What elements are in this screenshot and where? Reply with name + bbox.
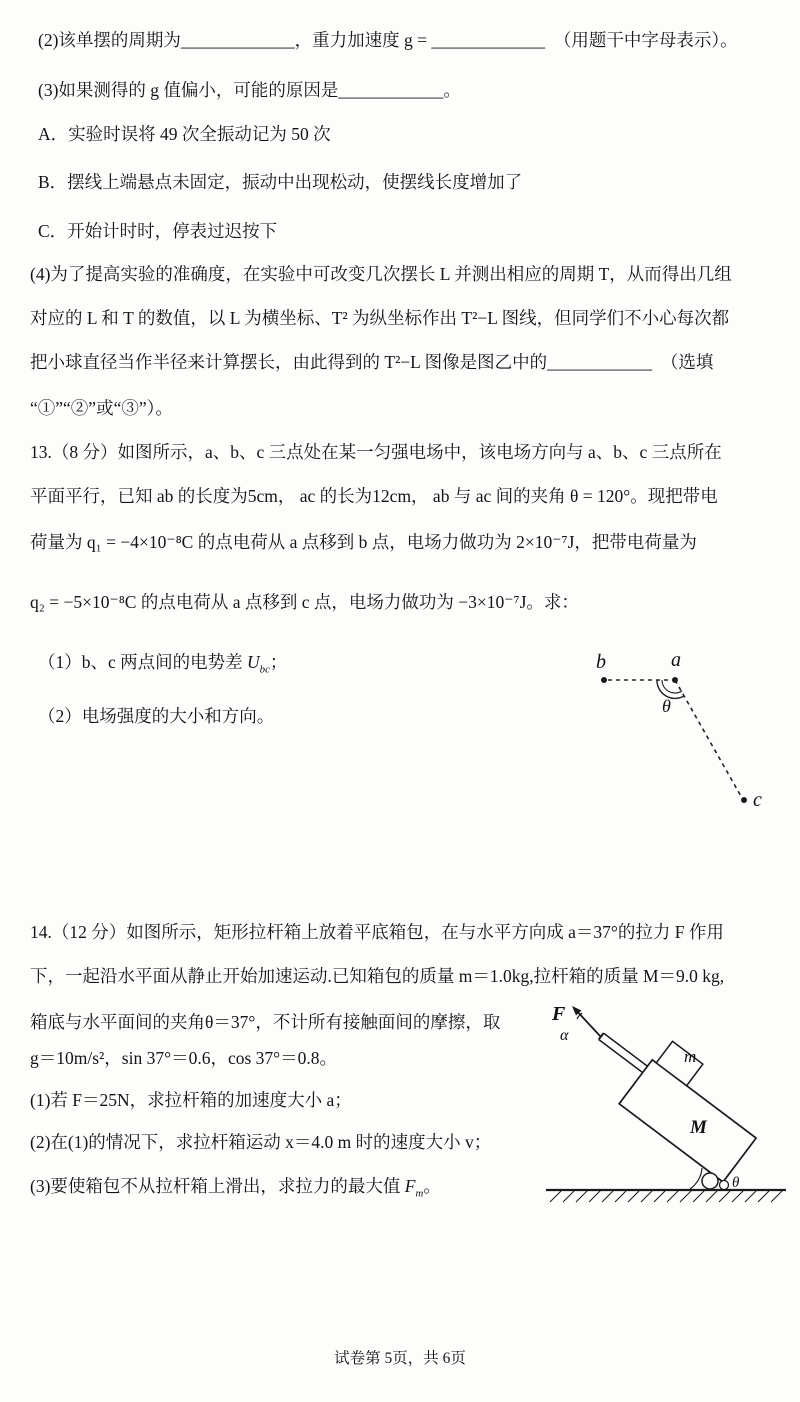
point-a-dot bbox=[672, 677, 678, 683]
q14-sub3-text: (3)要使箱包不从拉杆箱上滑出，求拉力的最大值 bbox=[30, 1176, 405, 1196]
q13-line-3: 荷量为 q₁ = −4×10⁻⁸C 的点电荷从 a 点移到 b 点，电场力做功为 2×10⁻⁷J，把带电荷量为 bbox=[30, 532, 697, 552]
q12-part4-line-3: 把小球直径当作半径来计算摆长，由此得到的 T²−L 图像是图乙中的____________ （选填 bbox=[30, 352, 714, 372]
wheel-small bbox=[720, 1181, 729, 1190]
q12-option-c: C．开始计时时，停表过迟按下 bbox=[38, 221, 278, 241]
q13-sub1-end: ； bbox=[269, 652, 288, 672]
point-c-dot bbox=[741, 797, 747, 803]
q12-part4-line-1: (4)为了提高实验的准确度，在实验中可改变几次摆长 L 并测出相应的周期 T，从而得出几组 bbox=[30, 264, 732, 284]
suitcase-mass-label: M bbox=[690, 1117, 707, 1138]
q13-line-1: 13.（8 分）如图所示，a、b、c 三点处在某一匀强电场中，该电场方向与 a、b、c 三点所在 bbox=[30, 442, 722, 462]
wheel-large bbox=[702, 1173, 718, 1189]
max-force-symbol: F bbox=[404, 1176, 416, 1196]
q14-subquestion-1: (1)若 F＝25N，求拉杆箱的加速度大小 a； bbox=[30, 1090, 352, 1110]
handle-rail-lower bbox=[599, 1040, 643, 1073]
q14-sub3-end: 。 bbox=[423, 1176, 441, 1196]
point-c-label: c bbox=[753, 789, 762, 811]
trolley-diagram bbox=[538, 1000, 793, 1215]
theta-label: θ bbox=[732, 1175, 740, 1191]
q14-line-2: 下，一起沿水平面从静止开始加速运动.已知箱包的质量 m＝1.0kg,拉杆箱的质量 M＝9.0 kg, bbox=[30, 966, 725, 986]
q14-subquestion-2: (2)在(1)的情况下，求拉杆箱运动 x＝4.0 m 时的速度大小 v； bbox=[30, 1132, 492, 1152]
q12-part4-line-2: 对应的 L 和 T 的数值，以 L 为横坐标、T² 为纵坐标作出 T²−L 图线，但同学们不小心每次都 bbox=[30, 308, 730, 328]
q14-subquestion-3 bbox=[30, 1176, 441, 1201]
q13-line-4: q₂ = −5×10⁻⁸C 的点电荷从 a 点移到 c 点，电场力做功为 −3×10⁻⁷J。求： bbox=[30, 592, 579, 612]
handle-rail-upper bbox=[604, 1033, 648, 1066]
alpha-label: α bbox=[560, 1027, 569, 1044]
q13-subquestion-1 bbox=[38, 652, 287, 677]
q12-line-2: (2)该单摆的周期为_____________，重力加速度 g = _____________ （用题干中字母表示）。 bbox=[38, 30, 738, 50]
q13-line-2: 平面平行，已知 ab 的长度为5cm， ac 的长为12cm， ab 与 ac 间的夹角 θ = 120°。现把带电 bbox=[30, 486, 718, 506]
q14-line-4: g＝10m/s²，sin 37°＝0.6，cos 37°＝0.8。 bbox=[30, 1048, 338, 1068]
page-footer: 试卷第 5页，共 6页 bbox=[334, 1350, 466, 1367]
tilted-cart-group bbox=[575, 1005, 772, 1182]
point-b-dot bbox=[601, 677, 607, 683]
potential-difference-symbol: U bbox=[247, 652, 260, 672]
potential-difference-subscript: bc bbox=[259, 663, 270, 676]
q12-option-b: B．摆线上端悬点未固定，振动中出现松动，使摆线长度增加了 bbox=[38, 172, 523, 192]
q12-line-3: (3)如果测得的 g 值偏小，可能的原因是____________。 bbox=[38, 80, 461, 100]
segment-ac bbox=[675, 680, 742, 798]
ground-hatching bbox=[550, 1190, 783, 1202]
bag-mass-label: m bbox=[684, 1047, 697, 1066]
q12-part4-line-4: “①”“②”或“③”）。 bbox=[30, 398, 173, 418]
point-b-label: b bbox=[596, 651, 606, 673]
q13-subquestion-2: （2）电场强度的大小和方向。 bbox=[38, 706, 275, 726]
angle-theta-arc bbox=[690, 1168, 702, 1189]
q14-line-3: 箱底与水平面间的夹角θ＝37°，不计所有接触面间的摩擦，取 bbox=[30, 1012, 501, 1032]
force-f-label: F bbox=[552, 1003, 566, 1025]
q13-sub1-text: （1）b、c 两点间的电势差 bbox=[38, 652, 248, 672]
q12-option-a: A．实验时误将 49 次全振动记为 50 次 bbox=[38, 124, 331, 144]
point-a-label: a bbox=[671, 649, 681, 671]
electric-field-diagram bbox=[572, 640, 782, 820]
theta-label: θ bbox=[662, 696, 671, 716]
max-force-subscript: m bbox=[415, 1187, 424, 1200]
angle-theta-arc-inner bbox=[662, 680, 682, 693]
q14-line-1: 14.（12 分）如图所示，矩形拉杆箱上放着平底箱包，在与水平方向成 a＝37°的拉力 F 作用 bbox=[30, 922, 724, 942]
